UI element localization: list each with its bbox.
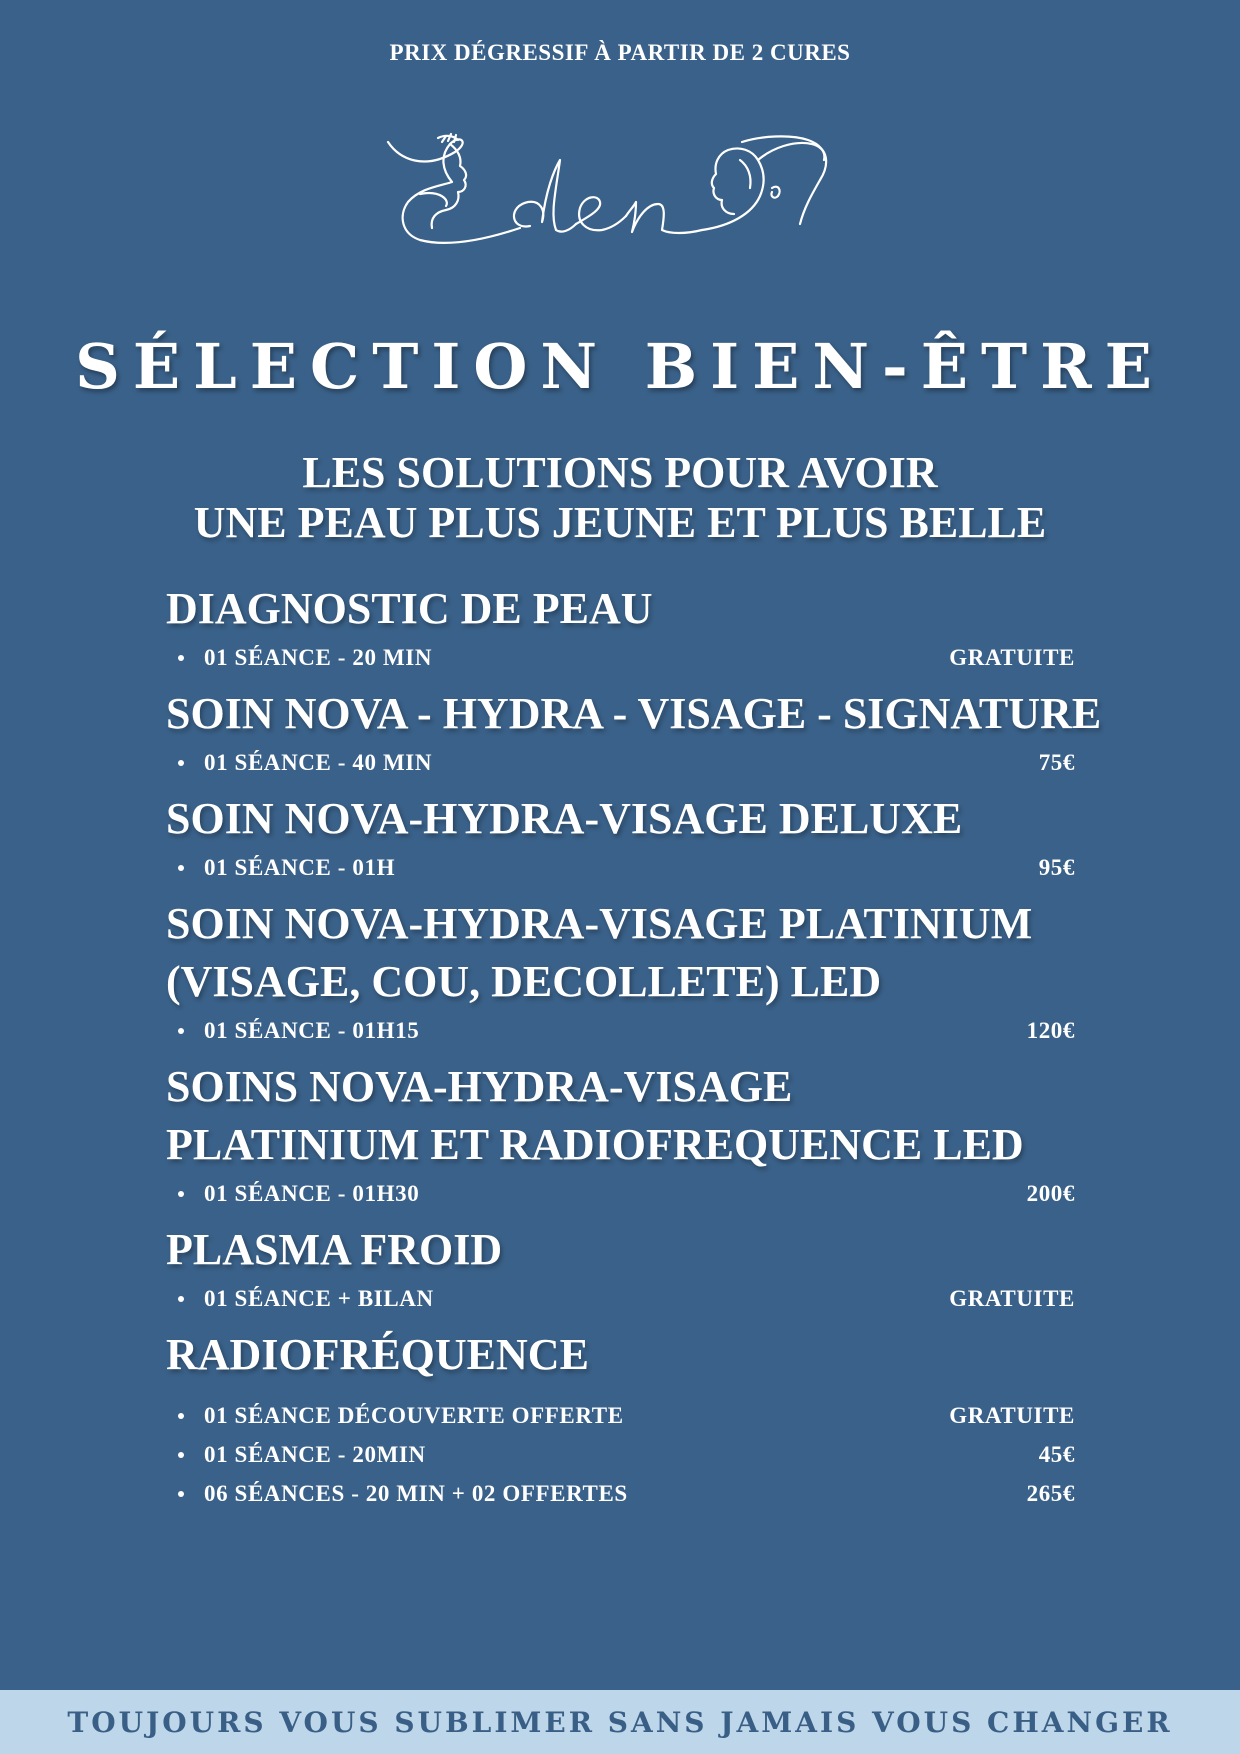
service-platinium-radiofrequence — [166, 1058, 1166, 1213]
item-label: 06 SÉANCES - 20 MIN + 02 OFFERTES — [204, 1480, 628, 1506]
item-label: 01 SÉANCE - 01H — [204, 854, 396, 880]
list-item — [166, 1474, 1075, 1513]
bullet-icon — [178, 760, 184, 766]
list-item — [166, 1174, 1075, 1213]
service-title: DIAGNOSTIC DE PEAU — [166, 584, 653, 633]
item-label: 01 SÉANCE DÉCOUVERTE OFFERTE — [204, 1402, 624, 1428]
service-items — [166, 1174, 1075, 1213]
bullet-icon — [178, 1452, 184, 1458]
service-items — [166, 743, 1075, 782]
bullet-icon — [178, 1296, 184, 1302]
service-items — [166, 1396, 1075, 1513]
item-price: 265€ — [1026, 1480, 1075, 1506]
service-title: SOIN NOVA - HYDRA - VISAGE - SIGNATURE — [166, 689, 1102, 738]
top-note: PRIX DÉGRESSIF À PARTIR DE 2 CURES — [389, 40, 851, 65]
item-label: 01 SÉANCE - 01H30 — [204, 1180, 420, 1206]
item-label: 01 SÉANCE - 20MIN — [204, 1441, 426, 1467]
bullet-icon — [178, 1028, 184, 1034]
eden-logo-drawing — [380, 130, 860, 260]
page-title: SÉLECTION BIEN-ÊTRE — [75, 330, 1165, 403]
list-item — [166, 1435, 1075, 1474]
list-item — [166, 743, 1075, 782]
service-items — [166, 848, 1075, 887]
service-title: SOIN NOVA-HYDRA-VISAGE PLATINIUM (VISAGE, COU, DECOLLETE) LED — [166, 899, 1033, 1006]
subtitle-line-2: UNE PEAU PLUS JEUNE ET PLUS BELLE — [193, 498, 1047, 547]
item-price: 75€ — [1038, 749, 1075, 775]
eden-logo — [380, 130, 860, 260]
list-item — [166, 1011, 1075, 1050]
item-label: 01 SÉANCE - 20 MIN — [204, 644, 433, 670]
services-list — [166, 580, 1166, 1521]
service-signature — [166, 685, 1166, 782]
item-price: 45€ — [1038, 1441, 1075, 1467]
item-label: 01 SÉANCE - 01H15 — [204, 1017, 420, 1043]
list-item — [166, 638, 1075, 677]
item-price: GRATUITE — [949, 1402, 1075, 1428]
list-item — [166, 1396, 1075, 1435]
bullet-icon — [178, 1191, 184, 1197]
list-item — [166, 1279, 1075, 1318]
service-diagnostic — [166, 580, 1166, 677]
service-items — [166, 1011, 1075, 1050]
subtitle-line-1: LES SOLUTIONS POUR AVOIR — [302, 448, 938, 497]
service-title: SOINS NOVA-HYDRA-VISAGE PLATINIUM ET RADIOFREQUENCE LED — [166, 1062, 1024, 1169]
bullet-icon — [178, 865, 184, 871]
item-price: GRATUITE — [949, 644, 1075, 670]
item-price: 200€ — [1026, 1180, 1075, 1206]
service-plasma-froid — [166, 1221, 1166, 1318]
service-title: RADIOFRÉQUENCE — [166, 1330, 589, 1379]
service-platinium — [166, 895, 1166, 1050]
item-label: 01 SÉANCE - 40 MIN — [204, 749, 433, 775]
item-label: 01 SÉANCE + BILAN — [204, 1285, 434, 1311]
item-price: 95€ — [1038, 854, 1075, 880]
service-title: SOIN NOVA-HYDRA-VISAGE DELUXE — [166, 794, 963, 843]
service-title: PLASMA FROID — [166, 1225, 503, 1274]
page-subtitle — [0, 448, 1240, 548]
footer-band — [0, 1690, 1240, 1754]
service-deluxe — [166, 790, 1166, 887]
service-items — [166, 638, 1075, 677]
list-item — [166, 848, 1075, 887]
service-radiofrequence — [166, 1326, 1166, 1513]
footer-tagline: TOUJOURS VOUS SUBLIMER SANS JAMAIS VOUS CHANGER — [67, 1705, 1173, 1739]
item-price: 120€ — [1026, 1017, 1075, 1043]
bullet-icon — [178, 1491, 184, 1497]
bullet-icon — [178, 1413, 184, 1419]
service-items — [166, 1279, 1075, 1318]
bullet-icon — [178, 655, 184, 661]
item-price: GRATUITE — [949, 1285, 1075, 1311]
